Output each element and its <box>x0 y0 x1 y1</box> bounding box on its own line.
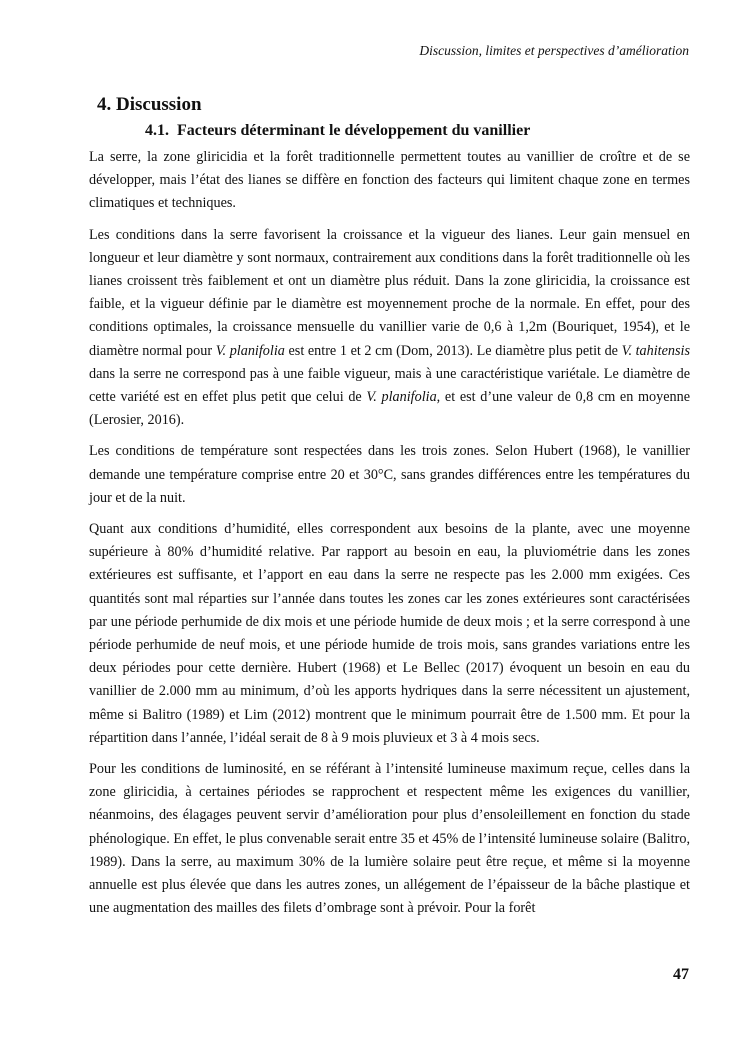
section-number: 4. <box>97 94 112 115</box>
species-name: V. planifolia <box>366 389 437 406</box>
paragraph-2-text-c: est entre 1 et 2 cm (Dom, 2013). Le diamètre plus petit de <box>284 342 622 359</box>
paragraph-2 <box>89 224 690 433</box>
section-title: Discussion <box>116 94 202 115</box>
paragraph-2-text-g: , et est d’une valeur de 0,8 cm en moyenne (Lerosier, 2016). <box>89 389 690 429</box>
subsection-heading <box>145 122 530 140</box>
paragraph-2-text-a: Les conditions dans la serre favorisent la croissance et la vigueur des lianes. Leur gain mensuel en longueur et leur diamètre y sont normaux, contrairement aux conditions dans la forêt traditionnelle où les lianes croissent très faiblement et ont un diamètre plus réduit. Dans la zone gliricidia, la croissance est faible, et la vigueur définie par le diamètre est moyennement proche de la normale. En effet, pour des conditions optimales, la croissance mensuelle du vanillier varie de 0,6 à 1,2m (Bouriquet, 1954), et le diamètre normal pour <box>89 226 690 359</box>
species-name: V. tahitensis <box>621 342 691 359</box>
paragraph-3: Les conditions de température sont respectées dans les trois zones. Selon Hubert (1968), le vanillier demande une température comprise entre 20 et 30°C, sans grandes différences entre les températures du jour et de la nuit. <box>89 443 690 506</box>
subsection-title: Facteurs déterminant le développement du vanillier <box>177 122 531 139</box>
section-heading <box>97 94 202 116</box>
paragraph-2-text-e: dans la serre ne correspond pas à une faible vigueur, mais à une caractéristique variétale. Le diamètre de cette variété est en effet plus petit que celui de <box>89 365 690 406</box>
paragraph-4: Quant aux conditions d’humidité, elles correspondent aux besoins de la plante, avec une moyenne supérieure à 80% d’humidité relative. Par rapport au besoin en eau, la pluviométrie dans les zones extérieures est suffisante, et l’apport en eau dans la serre ne respecte pas les 2.000 mm exigées. Ces quantités sont mal réparties sur l’année dans toutes les zones car les zones extérieures sont caractérisées par une période perhumide de dix mois et une période humide de deux mois ; et la serre correspond à une période perhumide de neuf mois, et une période humide de trois mois, sans grandes variations entre les deux périodes pour cette dernière. Hubert (1968) et Le Bellec (2017) évoquent un besoin en eau du vanillier de 2.000 mm au minimum, d’où les apports hydriques dans la serre nécessitent un ajustement, même si Balitro (1989) et Lim (2012) montrent que le minimum pourrait être de 1.500 mm. Et pour la répartition dans l’année, l’idéal serait de 8 à 9 mois pluvieux et 3 à 4 mois secs. <box>89 521 690 746</box>
paragraph-1: La serre, la zone gliricidia et la forêt traditionnelle permettent toutes au vanillier de croître et de se développer, mais l’état des lianes se diffère en fonction des facteurs qui limitent chaque zone en termes climatiques et techniques. <box>89 149 690 212</box>
page-number: 47 <box>673 966 689 983</box>
species-name: V. planifolia <box>215 342 285 359</box>
subsection-number: 4.1. <box>145 122 169 139</box>
running-header: Discussion, limites et perspectives d’amélioration <box>419 43 689 58</box>
body-text <box>89 146 690 929</box>
paragraph-5: Pour les conditions de luminosité, en se référant à l’intensité lumineuse maximum reçue, celles dans la zone gliricidia, à certaines périodes se rapprochent et respectent même les exigences du vanillier, néanmoins, des élagages peuvent servir d’amélioration pour plus d’ensoleillement en fonction du stade phénologique. En effet, le plus convenable serait entre 35 et 45% de l’intensité lumineuse solaire (Balitro, 1989). Dans la serre, au maximum 30% de la lumière solaire peut être reçue, et même si la moyenne annuelle est plus élevée que dans les autres zones, un allégement de l’épaisseur de la bâche plastique et une augmentation des mailles des filets d’ombrage sont à prévoir. Pour la forêt <box>89 761 690 917</box>
